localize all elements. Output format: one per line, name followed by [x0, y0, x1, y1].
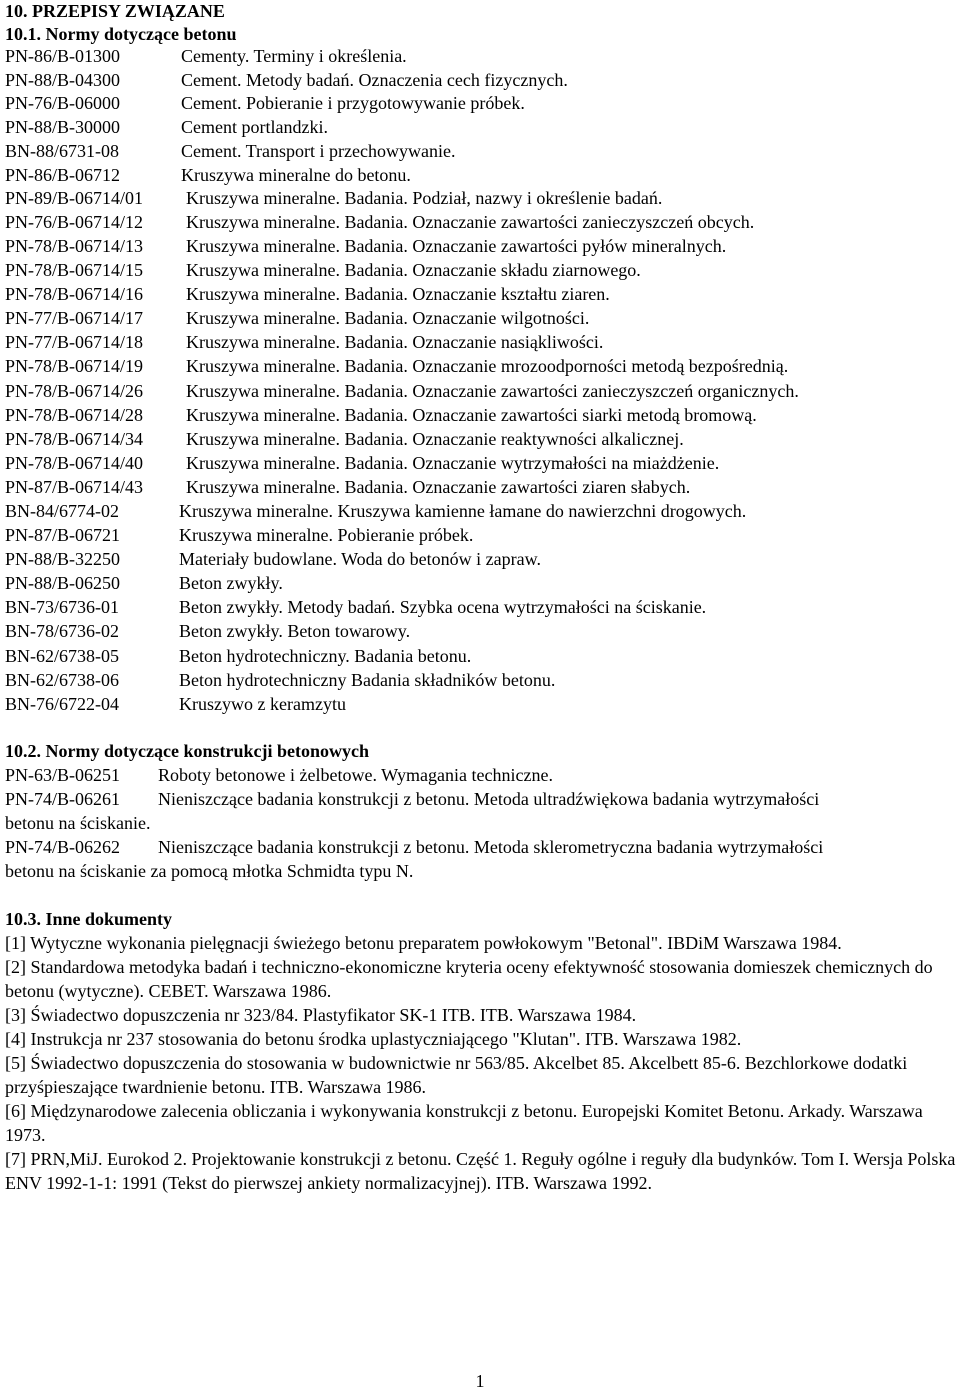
norm-description: Kruszywa mineralne. Badania. Oznaczanie mrozoodporności metodą bezpośrednią. — [186, 356, 789, 376]
section-title-normy-betonu: 10.1. Normy dotyczące betonu — [5, 24, 237, 44]
norm-code: PN-78/B-06714/16 — [5, 284, 144, 304]
norm-description: Cement portlandzki. — [181, 117, 328, 137]
norm-description: Materiały budowlane. Woda do betonów i zapraw. — [179, 549, 541, 569]
norm-code: PN-78/B-06714/19 — [5, 356, 144, 376]
norm-code: PN-78/B-06714/34 — [5, 429, 144, 449]
norm-code: PN-74/B-06261 — [5, 789, 121, 809]
norm-code: BN-84/6774-02 — [5, 501, 119, 521]
norm-code: PN-78/B-06714/15 — [5, 260, 144, 280]
norm-description: Kruszywa mineralne. Badania. Oznaczanie składu ziarnowego. — [186, 260, 641, 280]
norm-code: BN-88/6731-08 — [5, 141, 119, 161]
document-reference: [1] Wytyczne wykonania pielęgnacji świeżego betonu preparatem powłokowym "Betonal". IBDiM Warszawa 1984. — [5, 933, 842, 953]
norm-code: PN-76/B-06714/12 — [5, 212, 144, 232]
page-number: 1 — [475, 1371, 485, 1391]
norm-description-continued: betonu na ściskanie za pomocą młotka Schmidta typu N. — [5, 861, 414, 881]
norm-description: Kruszywa mineralne. Badania. Oznaczanie zawartości zanieczyszczeń obcych. — [186, 212, 755, 232]
norm-description: Kruszywa mineralne. Badania. Oznaczanie zawartości zanieczyszczeń organicznych. — [186, 381, 799, 401]
norm-code: PN-87/B-06714/43 — [5, 477, 144, 497]
norm-description: Kruszywo z keramzytu — [179, 694, 346, 714]
norm-description: Kruszywa mineralne do betonu. — [181, 165, 411, 185]
norm-description: Kruszywa mineralne. Badania. Oznaczanie nasiąkliwości. — [186, 332, 604, 352]
norm-description: Beton zwykły. Beton towarowy. — [179, 621, 411, 641]
document-reference: [7] PRN,MiJ. Eurokod 2. Projektowanie konstrukcji z betonu. Część 1. Reguły ogólne i reguły dla budynków. Tom I. Wersja Polska ENV 1992-1-1: 1991 (Tekst do pierwszej ankiety normalizacyjnej). ITB. Warszawa 1992. — [5, 1149, 956, 1193]
norm-code: PN-87/B-06721 — [5, 525, 121, 545]
norm-code: PN-88/B-06250 — [5, 573, 121, 593]
norm-description: Kruszywa mineralne. Badania. Oznaczanie wilgotności. — [186, 308, 590, 328]
norm-description: Kruszywa mineralne. Badania. Podział, nazwy i określenie badań. — [186, 188, 663, 208]
norm-description: Beton zwykły. — [179, 573, 283, 593]
norm-code: PN-77/B-06714/17 — [5, 308, 144, 328]
norm-description: Beton hydrotechniczny. Badania betonu. — [179, 646, 472, 666]
norm-code: PN-86/B-06712 — [5, 165, 121, 185]
norm-code: PN-78/B-06714/26 — [5, 381, 144, 401]
norm-code: PN-86/B-01300 — [5, 46, 121, 66]
norm-description: Cementy. Terminy i określenia. — [181, 46, 407, 66]
norm-code: PN-78/B-06714/13 — [5, 236, 144, 256]
norm-code: PN-88/B-04300 — [5, 70, 121, 90]
document-reference: [4] Instrukcja nr 237 stosowania do betonu środka uplastyczniającego "Klutan". ITB. Warszawa 1982. — [5, 1029, 742, 1049]
norm-code: BN-73/6736-01 — [5, 597, 119, 617]
norm-code: PN-88/B-30000 — [5, 117, 121, 137]
norm-code: PN-78/B-06714/28 — [5, 405, 144, 425]
norm-description: Beton zwykły. Metody badań. Szybka ocena wytrzymałości na ściskanie. — [179, 597, 707, 617]
norm-code: PN-74/B-06262 — [5, 837, 121, 857]
document-reference: [3] Świadectwo dopuszczenia nr 323/84. Plastyfikator SK-1 ITB. ITB. Warszawa 1984. — [5, 1005, 637, 1025]
section-title-inne-dokumenty: 10.3. Inne dokumenty — [5, 909, 173, 929]
norm-description: Nieniszczące badania konstrukcji z betonu. Metoda ultradźwiękowa badania wytrzymałości — [158, 789, 820, 809]
norm-code: PN-78/B-06714/40 — [5, 453, 144, 473]
norm-description: Kruszywa mineralne. Badania. Oznaczanie zawartości ziaren słabych. — [186, 477, 691, 497]
norm-code: PN-76/B-06000 — [5, 93, 121, 113]
document-reference: [6] Międzynarodowe zalecenia obliczania i wykonywania konstrukcji z betonu. Europejski Komitet Betonu. Arkady. Warszawa 1973. — [5, 1101, 923, 1145]
norm-description: Cement. Metody badań. Oznaczenia cech fizycznych. — [181, 70, 568, 90]
section-title-konstrukcje: 10.2. Normy dotyczące konstrukcji betonowych — [5, 741, 369, 761]
norm-code: PN-77/B-06714/18 — [5, 332, 144, 352]
document-heading: 10. PRZEPISY ZWIĄZANE — [5, 1, 225, 21]
document-reference: [2] Standardowa metodyka badań i techniczno-ekonomiczne kryteria oceny efektywność stosowania domieszek chemicznych do betonu (wytyczne). CEBET. Warszawa 1986. — [5, 957, 933, 1001]
norm-description-continued: betonu na ściskanie. — [5, 813, 151, 833]
norm-description: Beton hydrotechniczny Badania składników betonu. — [179, 670, 556, 690]
norm-code: BN-62/6738-05 — [5, 646, 119, 666]
norm-description: Kruszywa mineralne. Badania. Oznaczanie zawartości pyłów mineralnych. — [186, 236, 727, 256]
norm-description: Cement. Pobieranie i przygotowywanie próbek. — [181, 93, 525, 113]
norm-description: Kruszywa mineralne. Badania. Oznaczanie reaktywności alkalicznej. — [186, 429, 684, 449]
norm-description: Kruszywa mineralne. Badania. Oznaczanie wytrzymałości na miażdżenie. — [186, 453, 720, 473]
norm-description: Kruszywa mineralne. Badania. Oznaczanie zawartości siarki metodą bromową. — [186, 405, 757, 425]
norm-code: BN-76/6722-04 — [5, 694, 119, 714]
norm-description: Cement. Transport i przechowywanie. — [181, 141, 456, 161]
norm-code: PN-89/B-06714/01 — [5, 188, 144, 208]
norm-code: BN-62/6738-06 — [5, 670, 119, 690]
norm-description: Nieniszczące badania konstrukcji z betonu. Metoda sklerometryczna badania wytrzymałości — [158, 837, 824, 857]
norm-code: PN-63/B-06251 — [5, 765, 121, 785]
document-reference: [5] Świadectwo dopuszczenia do stosowania w budownictwie nr 563/85. Akcelbet 85. Akcelbett 85-6. Bezchlorkowe dodatki przyśpieszające twardnienie betonu. ITB. Warszawa 1986. — [5, 1053, 908, 1097]
norm-description: Kruszywa mineralne. Badania. Oznaczanie kształtu ziaren. — [186, 284, 610, 304]
norm-description: Kruszywa mineralne. Pobieranie próbek. — [179, 525, 474, 545]
norm-description: Kruszywa mineralne. Kruszywa kamienne łamane do nawierzchni drogowych. — [179, 501, 747, 521]
norm-code: PN-88/B-32250 — [5, 549, 121, 569]
norm-code: BN-78/6736-02 — [5, 621, 119, 641]
norm-description: Roboty betonowe i żelbetowe. Wymagania techniczne. — [158, 765, 553, 785]
